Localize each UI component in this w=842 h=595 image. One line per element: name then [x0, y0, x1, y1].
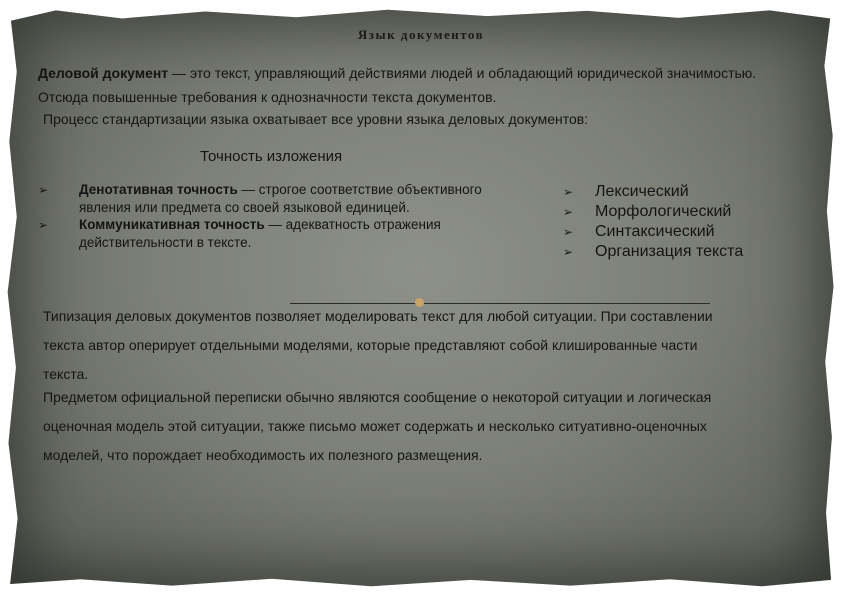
list-item	[563, 202, 743, 222]
level-label: Организация текста	[595, 243, 744, 260]
list-item	[38, 181, 508, 217]
precision-text: — строгое соответствие объективного явления или предмета со своей языковой единицей.	[79, 182, 482, 215]
precision-term: Денотативная точность	[79, 182, 238, 197]
arrow-bullet-icon: ➢	[563, 245, 574, 259]
correspondence-paragraph: Предметом официальной переписки обычно являются сообщение о некоторой ситуации и логическая оценочная модель этой ситуации, также письмо может содержать и несколько ситуативно-оценочных моделей, что порождает необходимость их полезного размещения.	[43, 389, 712, 463]
precision-list	[38, 181, 508, 252]
typization-paragraph: Типизация деловых документов позволяет моделировать текст для любой ситуации. При составлении текста автор оперирует отдельными моделями, которые представляют собой клишированные части текста.	[43, 308, 713, 382]
intro-definition-text: — это текст, управляющий действиями людей и обладающий юридической значимостью. Отсюда повышенные требования к однозначности текста документов.	[38, 65, 757, 105]
level-label: Лексический	[595, 183, 689, 200]
arrow-bullet-icon: ➢	[563, 185, 574, 199]
list-item	[563, 182, 743, 202]
list-item	[38, 216, 508, 252]
arrow-bullet-icon: ➢	[38, 183, 49, 197]
arrow-bullet-icon: ➢	[38, 218, 49, 232]
list-item	[563, 222, 743, 242]
language-levels-list	[563, 182, 743, 262]
intro-scope: Процесс стандартизации языка охватывает все уровни языка деловых документов:	[43, 111, 589, 127]
intro-definition	[38, 61, 798, 109]
precision-text: — адекватность отражения действительности в тексте.	[79, 217, 441, 250]
list-item	[563, 242, 743, 262]
slide-title: Язык документов	[357, 27, 485, 42]
arrow-bullet-icon: ➢	[563, 225, 574, 239]
level-label: Синтаксический	[595, 223, 715, 240]
precision-heading: Точность изложения	[200, 148, 343, 165]
precision-term: Коммуникативная точность	[79, 217, 265, 232]
intro-term: Деловой документ	[38, 65, 169, 81]
level-label: Морфологический	[595, 203, 732, 220]
arrow-bullet-icon: ➢	[563, 205, 574, 219]
